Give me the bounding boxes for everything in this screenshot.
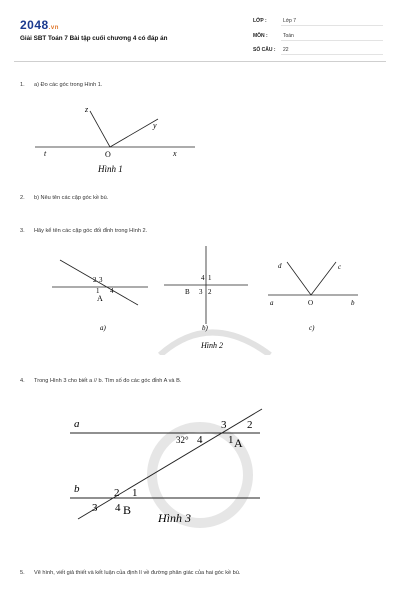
label-z: z [85,105,89,114]
figure-1-caption: Hình 1 [98,164,123,174]
fig2c-sublabel: c) [309,324,315,332]
angle-32: 32° [176,435,189,445]
a-n3: 3 [221,419,227,431]
fig2b-vertex: B [185,288,190,296]
fig2c-ray-oc [311,262,336,295]
question-2: 2. b) Nêu tên các cặp góc kề bù. [20,195,109,201]
label-x: x [173,149,177,158]
fig2b-sublabel: b) [202,324,208,332]
fig2a-n1: 1 [96,287,100,295]
logo-text: 2048 [20,18,49,32]
b-n4: 4 [115,502,121,514]
fig2b-n2: 2 [208,288,212,296]
meta-label: SỐ CÂU : [253,47,276,53]
question-3: 3. Hãy kể tên các cặp góc đối đỉnh trong Hình 2. [20,228,148,234]
label-y: y [153,121,157,130]
meta-underline [281,40,383,41]
logo-suffix: .vn [48,25,59,31]
fig2c-ray-od [287,262,311,295]
question-1: 1. a) Đo các góc trong Hình 1. [20,82,103,88]
b-n3: 3 [92,502,98,514]
ray-oz [90,111,110,147]
fig2c-label-a: a [270,299,274,307]
b-n1: 1 [132,487,138,499]
label-t: t [44,149,47,158]
fig2c-label-o: O [308,299,314,307]
meta-label: MÔN : [253,33,268,39]
meta-value: Lớp 7 [283,18,297,24]
figure-2 [40,240,380,355]
figure-2-caption: Hình 2 [201,341,223,350]
b-n2: 2 [114,487,120,499]
figure-3-caption: Hình 3 [158,511,191,525]
label-o: O [105,150,111,159]
vertex-B: B [123,503,132,517]
figure-3 [40,395,280,535]
question-5: 5. Vẽ hình, viết giả thiết và kết luận của định lí về đường phân giác của hai góc kề bù. [20,570,241,576]
site-logo[interactable] [20,18,59,32]
a-n1: 1 [228,434,234,446]
ray-oy [110,119,158,147]
figure-1 [30,95,200,180]
fig2a-vertex: A [97,294,103,303]
meta-label: LỚP : [253,18,267,24]
a-n2: 2 [247,419,253,431]
fig2b-n4: 4 [201,274,205,282]
header-divider [14,61,386,62]
document-title: Giải SBT Toán 7 Bài tập cuối chương 4 có đáp án [20,35,168,42]
fig2a-n4: 4 [110,287,114,295]
label-a: a [74,418,80,430]
a-n4: 4 [197,434,203,446]
fig2b-n1: 1 [208,274,212,282]
fig2c-label-c: c [338,263,342,271]
meta-underline [281,54,383,55]
fig2a-sublabel: a) [100,324,106,332]
meta-value: 22 [283,47,289,53]
label-b: b [74,483,80,495]
fig2a-n3: 3 [99,276,103,284]
fig2a-n2: 2 [93,276,97,284]
fig2c-label-b: b [351,299,355,307]
meta-underline [281,25,383,26]
question-4: 4. Trong Hình 3 cho biết a // b. Tìm số đo các góc đỉnh A và B. [20,378,182,384]
vertex-A: A [234,436,243,450]
meta-value: Toán [283,33,294,39]
fig2c-label-d: d [278,262,282,270]
fig2b-n3: 3 [199,288,203,296]
